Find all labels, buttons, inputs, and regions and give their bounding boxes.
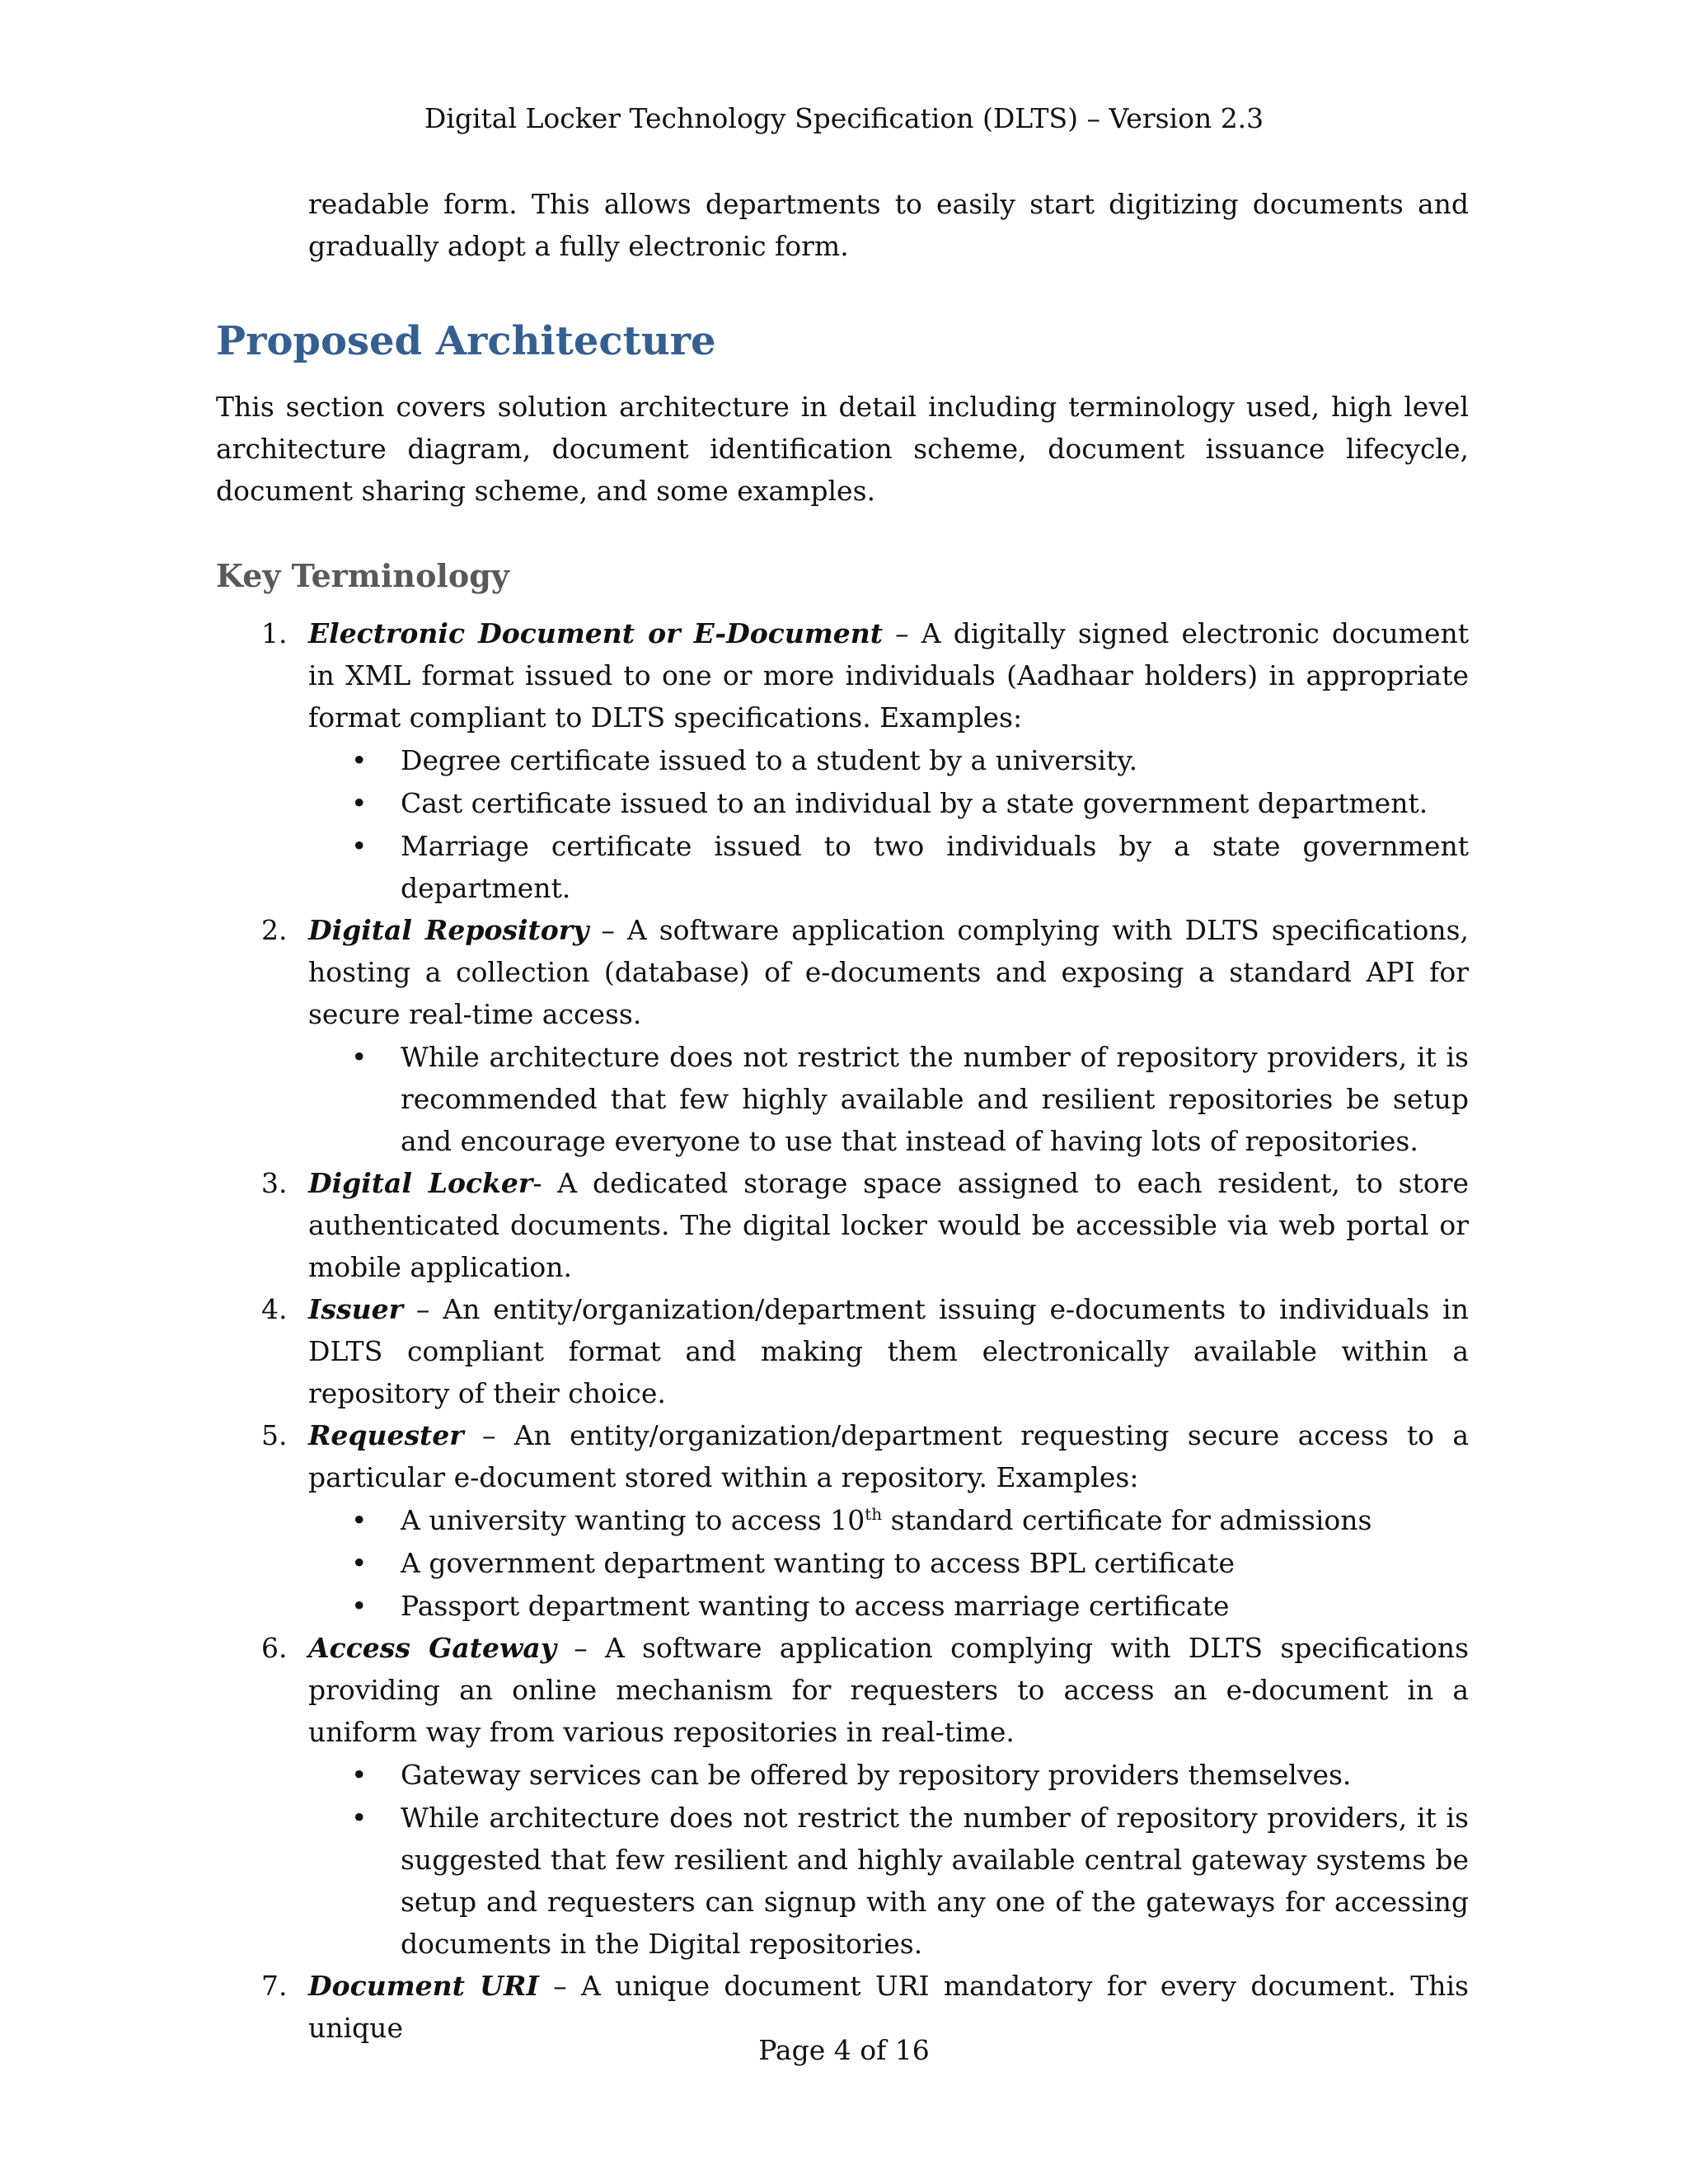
sub-item: [308, 782, 1469, 824]
term-definition: A digitally signed electronic document in XML format issued to one or more individuals (Aadhaar holders) in appropriate format compliant to DLTS specifications. Examples:: [308, 617, 1469, 733]
bullet-icon: •: [351, 787, 368, 819]
bullet-icon: •: [351, 1759, 368, 1791]
sub-item-text: Cast certificate issued to an individual by a state government department.: [401, 787, 1428, 819]
term-number: 4.: [261, 1293, 288, 1325]
section-heading: Proposed Architecture: [216, 318, 716, 364]
sub-item-text: While architecture does not restrict the number of repository providers, it is recommended that few highly available and resilient repositories be setup and encourage everyone to use that instead of having lots of repositories.: [401, 1041, 1469, 1157]
term-number: 7.: [261, 1970, 288, 2002]
page-content: [216, 183, 1469, 2049]
term-item: [216, 909, 1469, 1162]
term-name: Access Gateway: [308, 1632, 556, 1664]
intro-paragraph: readable form. This allows departments to easily start digitizing documents and gradually adopt a fully electronic form.: [308, 188, 1469, 262]
term-separator: –: [883, 617, 921, 649]
term-number: 6.: [261, 1632, 288, 1664]
sub-item-text: While architecture does not restrict the number of repository providers, it is suggested that few resilient and highly available central gateway systems be setup and requesters can signup with any one of the gateways for accessing documents in the Digital repositories.: [401, 1802, 1469, 1960]
sub-item: [308, 739, 1469, 781]
sub-item-text: Degree certificate issued to a student by a university.: [401, 744, 1138, 776]
sub-item: [308, 1585, 1469, 1627]
running-header: Digital Locker Technology Specification (DLTS) – Version 2.3: [424, 102, 1264, 134]
term-separator: –: [463, 1419, 514, 1451]
sub-list: [308, 1754, 1469, 1965]
sub-item-text-after: standard certificate for admissions: [882, 1504, 1372, 1536]
bullet-icon: •: [351, 744, 368, 776]
subsection-heading: Key Terminology: [216, 557, 509, 594]
sub-item-text: Marriage certificate issued to two individuals by a state government department.: [401, 830, 1469, 904]
term-definition: An entity/organization/department issuing e-documents to individuals in DLTS compliant format and making them electronically available within a repository of their choice.: [308, 1293, 1469, 1409]
bullet-icon: •: [351, 830, 368, 862]
term-item: [216, 1414, 1469, 1627]
bullet-icon: •: [351, 1547, 368, 1579]
ordinal-suffix: th: [865, 1504, 883, 1524]
term-name: Digital Repository: [308, 914, 589, 946]
sub-item-text: Passport department wanting to access marriage certificate: [401, 1590, 1230, 1622]
term-item: [216, 1288, 1469, 1414]
page-number-footer: Page 4 of 16: [758, 2034, 930, 2066]
sub-list: [308, 739, 1469, 909]
term-separator: -: [532, 1167, 558, 1199]
term-definition: A software application complying with DLTS specifications, hosting a collection (database) of e-documents and exposing a standard API for secure real-time access.: [308, 914, 1470, 1030]
term-number: 2.: [261, 914, 288, 946]
bullet-icon: •: [351, 1504, 368, 1536]
term-name: Issuer: [308, 1293, 403, 1325]
term-name: Document URI: [308, 1970, 539, 2002]
bullet-icon: •: [351, 1041, 368, 1073]
sub-list: [308, 1499, 1469, 1627]
bullet-icon: •: [351, 1802, 368, 1834]
term-name: Requester: [308, 1419, 464, 1451]
term-separator: –: [588, 914, 627, 946]
term-number: 5.: [261, 1419, 288, 1451]
sub-item-text: A government department wanting to access BPL certificate: [401, 1547, 1236, 1579]
sub-item: [308, 1542, 1469, 1584]
sub-item: [308, 1499, 1469, 1541]
sub-item-text-before: A university wanting to access 10: [401, 1504, 865, 1536]
term-separator: –: [538, 1970, 581, 2002]
term-item: [216, 1162, 1469, 1288]
term-item: [216, 1627, 1469, 1965]
term-definition: A unique document URI mandatory for every document. This unique: [308, 1970, 1469, 2044]
term-definition: A dedicated storage space assigned to each resident, to store authenticated documents. The digital locker would be accessible via web portal or mobile application.: [308, 1167, 1470, 1283]
term-separator: –: [556, 1632, 605, 1664]
term-item: [216, 612, 1469, 909]
term-number: 3.: [261, 1167, 288, 1199]
term-name: Electronic Document or E-Document: [308, 617, 883, 649]
sub-item: [308, 1797, 1469, 1965]
sub-item-text: Gateway services can be offered by repository providers themselves.: [401, 1759, 1352, 1791]
term-name: Digital Locker: [308, 1167, 533, 1199]
sub-item: [308, 825, 1469, 909]
bullet-icon: •: [351, 1590, 368, 1622]
term-separator: –: [402, 1293, 443, 1325]
sub-item: [308, 1036, 1469, 1162]
term-definition: A software application complying with DLTS specifications providing an online mechanism for requesters to access an e-document in a uniform way from various repositories in real-time.: [308, 1632, 1469, 1748]
terminology-list: [216, 612, 1469, 2049]
section-paragraph: This section covers solution architecture in detail including terminology used, high level architecture diagram, document identification scheme, document issuance lifecycle, document sharing scheme, and some examples.: [216, 391, 1469, 507]
sub-item: [308, 1754, 1469, 1796]
term-number: 1.: [261, 617, 288, 649]
sub-list: [308, 1036, 1469, 1162]
term-definition: An entity/organization/department requesting secure access to a particular e-document stored within a repository. Examples:: [308, 1419, 1469, 1493]
